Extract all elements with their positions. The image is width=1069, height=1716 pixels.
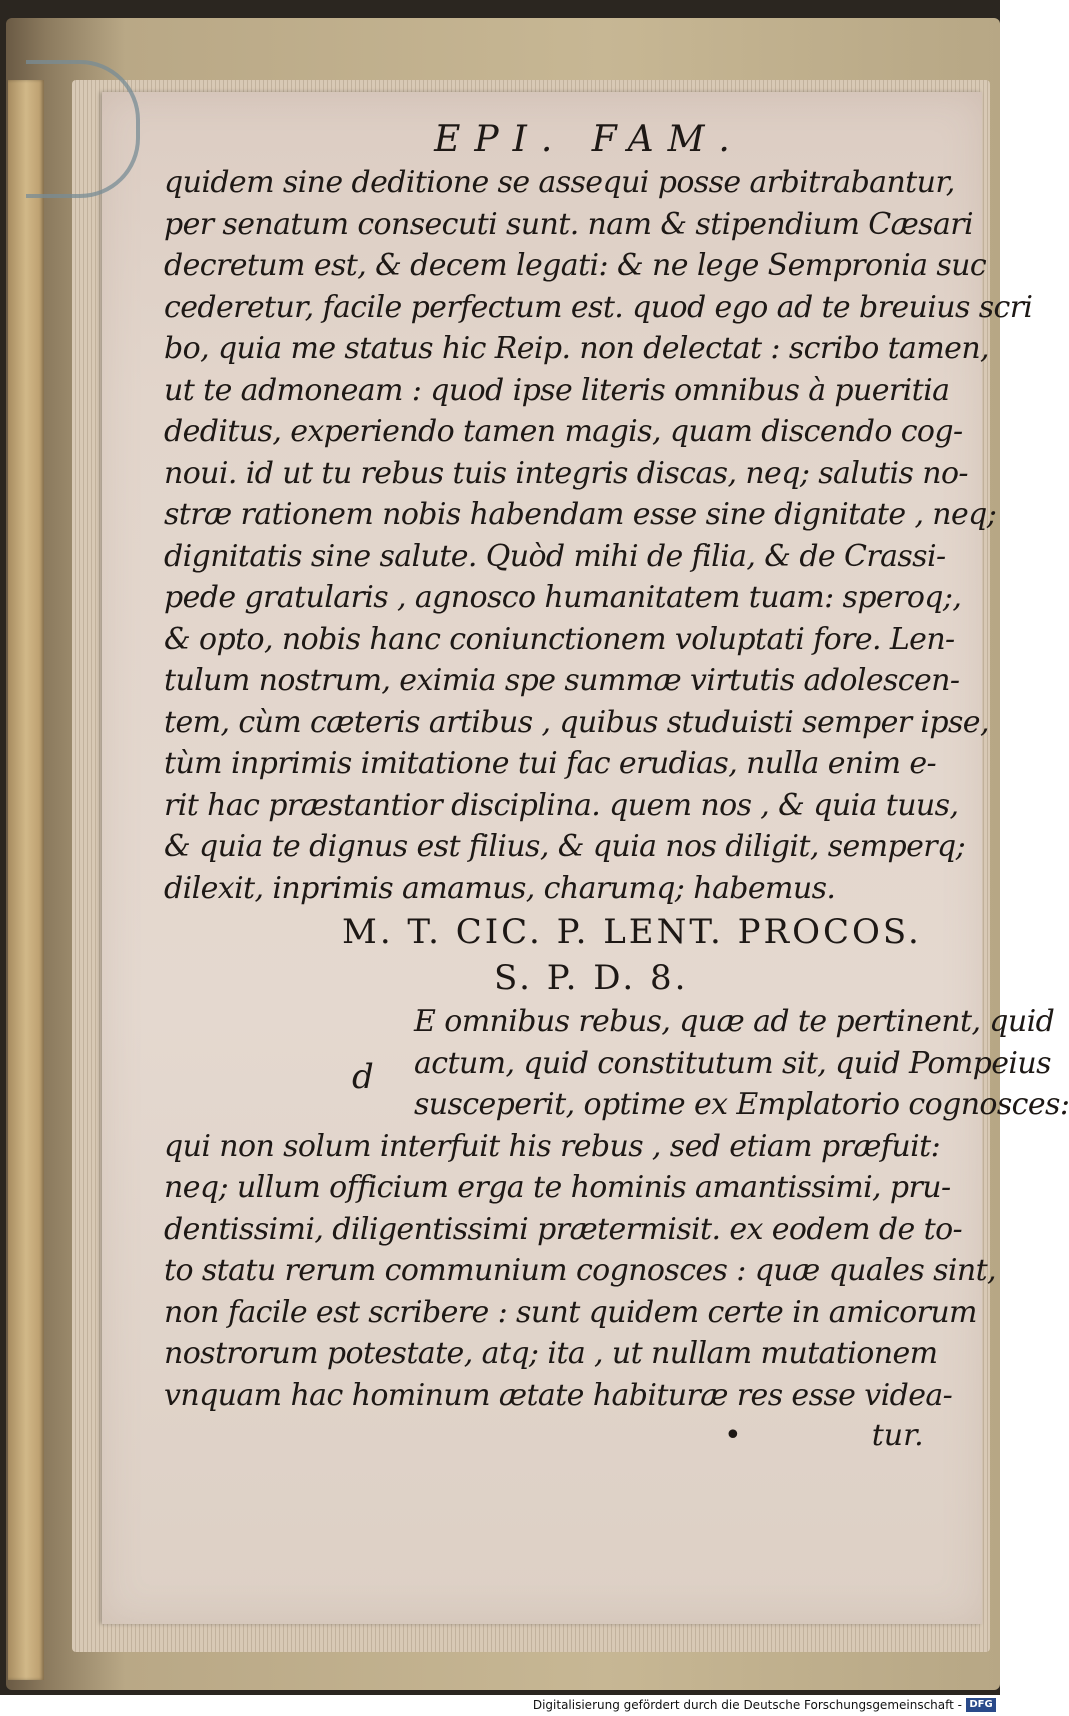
catchword-row: [164, 1416, 974, 1456]
text-line: dignitatis sine salute. Quòd mihi de filia, & de Crassi-: [164, 538, 946, 574]
text-line: rit hac præstantior disciplina. quem nos , & quia tuus,: [164, 787, 959, 823]
text-line: decretum est, & decem legati: & ne lege Sempronia suc: [164, 248, 987, 283]
text-line: tùm inprimis imitatione tui fac erudias, nulla enim e-: [164, 746, 937, 781]
text-line: qui non solum interfuit his rebus , sed etiam præfuit:: [164, 1128, 941, 1164]
text-line: dilexit, inprimis amamus, charumq; habemus.: [164, 870, 836, 906]
text-line: dentissimi, diligentissimi prætermisit. ex eodem de to-: [164, 1211, 963, 1247]
letter-opening: [164, 1001, 1069, 1126]
text-line: & quia te dignus est filius, & quia nos diligit, semperq;: [164, 829, 966, 864]
running-head: EPI. FAM.: [434, 119, 744, 160]
catchword: tur.: [871, 1418, 924, 1453]
printer-mark: •: [724, 1418, 742, 1453]
letter-heading: M. T. CIC. P. LENT. PROCOS.: [342, 912, 922, 952]
funding-credit: Digitalisierung gefördert durch die Deutsche Forschungsgemeinschaft -: [532, 1698, 962, 1712]
text-line: E omnibus rebus, quæ ad te pertinent, quid: [414, 1004, 1055, 1039]
text-line: tem, cùm cæteris artibus , quibus studuisti semper ipse,: [164, 704, 989, 740]
text-line: neq; ullum officium erga te hominis amantissimi, pru-: [164, 1170, 951, 1205]
text-line: actum, quid constitutum sit, quid Pompeius: [414, 1045, 1051, 1081]
text-line: pede gratularis , agnosco humanitatem tuam: speroq;,: [164, 580, 962, 615]
text-line: & opto, nobis hanc coniunctionem voluptati fore. Len-: [164, 621, 955, 657]
book-ribbon-edge: [8, 80, 44, 1680]
text-line: deditus, experiendo tamen magis, quam discendo cog-: [164, 414, 963, 449]
text-line: to statu rerum communium cognosces : quæ quales sint,: [164, 1253, 996, 1288]
text-line: noui. id ut tu rebus tuis integris discas, neq; salutis no-: [164, 455, 968, 491]
letter-salutation: S. P. D. 8.: [494, 958, 689, 998]
letter-text-before: [164, 162, 1033, 909]
text-line: bo, quia me status hic Reip. non delectat : scribo tamen,: [164, 331, 989, 366]
text-line: quidem sine deditione se assequi posse arbitrabantur,: [164, 165, 955, 200]
digitization-footer: [0, 1695, 1000, 1716]
text-line: cederetur, facile perfectum est. quod ego ad te breuius scri: [164, 289, 1033, 325]
text-line: tulum nostrum, eximia spe summæ virtutis adolescen-: [164, 663, 960, 698]
text-line: ut te admoneam : quod ipse literis omnibus à pueritia: [164, 372, 950, 408]
text-line: non facile est scribere : sunt quidem certe in amicorum: [164, 1294, 977, 1330]
text-line: nostrorum potestate, atq; ita , ut nullam mutationem: [164, 1336, 938, 1371]
text-line: susceperit, optime ex Emplatorio cognosces:: [414, 1087, 1069, 1122]
letter-text-after: [164, 1126, 996, 1417]
page-text: [164, 118, 1069, 1456]
paper-clip-icon: [26, 60, 140, 198]
text-line: vnquam hac hominum ætate habituræ res esse videa-: [164, 1377, 953, 1413]
text-line: per senatum consecuti sunt. nam & stipendium Cæsari: [164, 206, 973, 242]
text-line: stræ rationem nobis habendam esse sine dignitate , neq;: [164, 497, 997, 532]
dfg-logo: DFG: [966, 1698, 996, 1712]
guide-letter: d: [352, 1057, 374, 1097]
